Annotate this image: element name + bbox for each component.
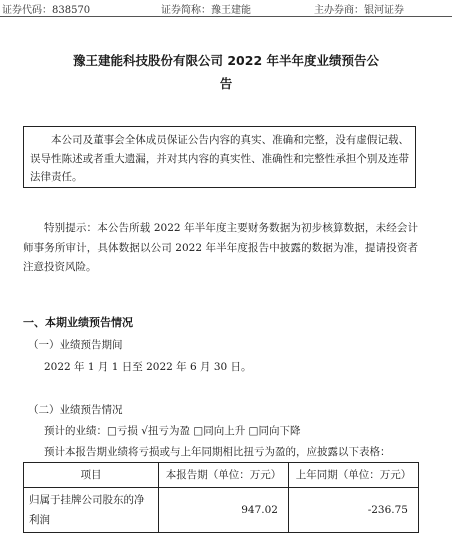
header-item: 项目 xyxy=(24,463,159,488)
current-period-value: 947.02 xyxy=(159,488,289,533)
forecast-table xyxy=(23,462,419,533)
header-divider xyxy=(0,16,452,17)
document-title xyxy=(40,49,412,95)
disclaimer-box: 本公司及董事会全体成员保证公告内容的真实、准确和完整，没有虚假记载、误导性陈述或者重大遗漏，并对其内容的真实性、准确性和完整性承担个别及连带法律责任。 xyxy=(23,126,416,188)
table-header-row xyxy=(24,463,419,488)
prior-period-value: -236.75 xyxy=(289,488,419,533)
subsection-1-heading: （一）业绩预告期间 xyxy=(28,339,123,351)
forecast-period: 2022 年 1 月 1 日至 2022 年 6 月 30 日。 xyxy=(44,361,252,373)
subsection-2-heading: （二）业绩预告情况 xyxy=(28,404,123,416)
page-header xyxy=(0,0,452,16)
stock-short-name: 证券简称：豫王建能 xyxy=(161,5,251,16)
row-label: 归属于挂牌公司股东的净利润 xyxy=(24,488,159,533)
section-1-heading: 一、本期业绩预告情况 xyxy=(23,316,133,329)
title-line-1: 豫王建能科技股份有限公司 2022 年半年度业绩预告公 xyxy=(73,53,379,68)
table-row xyxy=(24,488,419,533)
title-line-2: 告 xyxy=(219,76,233,91)
table-intro: 预计本报告期业绩将亏损或与上年同期相比扭亏为盈的，应披露以下表格： xyxy=(44,446,391,458)
stock-code: 证券代码：838570 xyxy=(2,5,91,16)
sponsor-broker: 主办券商：银河证券 xyxy=(314,5,404,16)
forecast-type-options: 预计的业绩：□亏损 √扭亏为盈 □同向上升 □同向下降 xyxy=(44,425,301,437)
special-note: 特别提示：本公告所载 2022 年半年度主要财务数据为初步核算数据，未经会计师事务所审计，具体数据以公司 2022 年半年度报告中披露的数据为准，提请投资者注意投资风险。 xyxy=(23,222,418,273)
header-prior-period: 上年同期（单位：万元） xyxy=(289,463,419,488)
header-current-period: 本报告期（单位：万元） xyxy=(159,463,289,488)
